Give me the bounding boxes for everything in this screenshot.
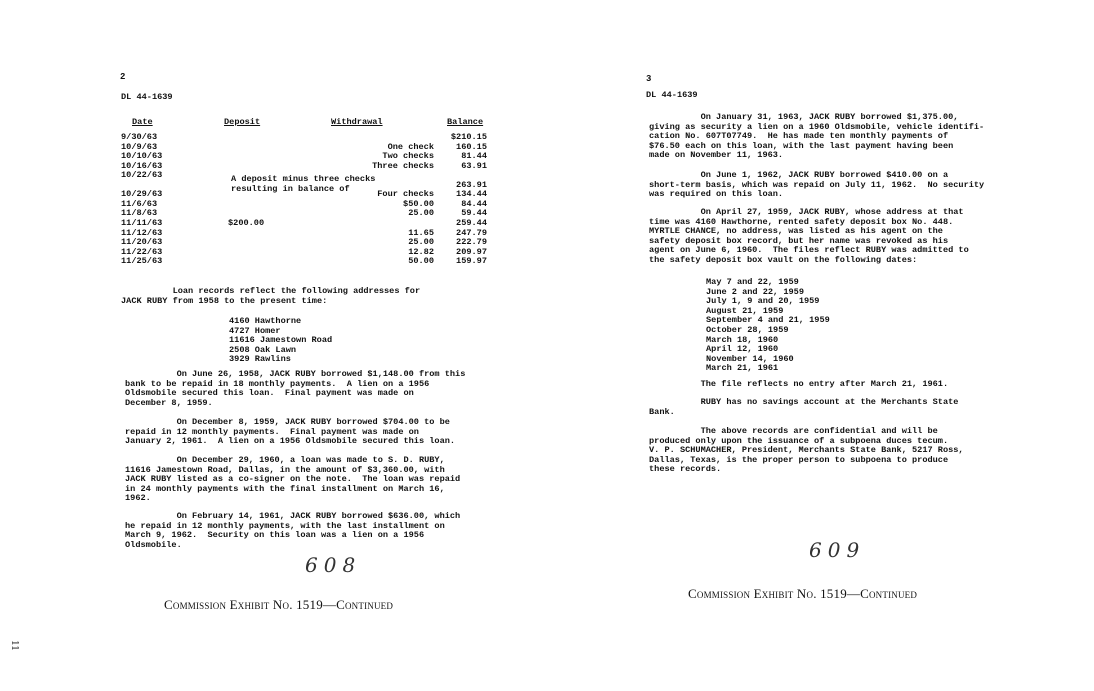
vault-date: March 21, 1961	[706, 363, 779, 374]
cell-balance: 209.97	[456, 246, 487, 257]
no-entry-line: The file reflects no entry after March 21, 1961.	[649, 379, 949, 389]
vault-date: May 7 and 22, 1959	[706, 277, 799, 287]
cell-deposit: $200.00	[228, 217, 265, 228]
vault-date: August 21, 1959	[706, 305, 784, 316]
cell-withdrawal: Three checks	[372, 160, 434, 171]
file-number: DL 44-1639	[646, 90, 698, 100]
cell-date: 11/22/63	[121, 246, 163, 257]
exhibit-caption: Commission Exhibit No. 1519—Continued	[688, 586, 918, 601]
cell-withdrawal: Two checks	[382, 151, 434, 162]
address-list	[229, 317, 332, 365]
vault-date: July 1, 9 and 20, 1959	[706, 296, 820, 307]
exhibit-caption: Commission Exhibit No. 1519—Continued	[164, 597, 394, 612]
cell-balance: 259.44	[456, 217, 487, 228]
cell-date: 10/10/63	[121, 151, 163, 162]
margin-mark: 11	[9, 640, 21, 651]
cell-date: 11/11/63	[121, 217, 163, 228]
cell-date: 11/12/63	[121, 227, 163, 238]
ledger-note-line2: resulting in balance of	[231, 183, 350, 194]
vault-date: June 2 and 22, 1959	[706, 286, 804, 297]
cell-balance: 160.15	[456, 141, 487, 152]
table-row	[0, 257, 500, 267]
cell-balance: 59.44	[461, 208, 487, 219]
vault-date: March 18, 1960	[706, 334, 779, 345]
address-item: 3929 Rawlins	[229, 354, 291, 365]
cell-withdrawal: 50.00	[408, 256, 434, 267]
cell-date: 9/30/63	[121, 132, 158, 142]
address-item: 2508 Oak Lawn	[229, 344, 297, 355]
vault-date: October 28, 1959	[706, 324, 789, 335]
cell-withdrawal: 25.00	[408, 237, 434, 248]
cell-balance: 222.79	[456, 237, 487, 248]
cell-balance: 263.91	[456, 179, 487, 190]
cell-balance: 159.97	[456, 256, 487, 267]
paragraph-loan-1960: On December 29, 1960, a loan was made to S. D. RUBY, 11616 Jamestown Road, Dallas, in the amount of $3,360.00, with JACK RUBY listed as a co-signer on the note. The loan was repaid in 24 monthly payments with the final installment on March 16, 1962.	[125, 455, 461, 504]
cell-date: 10/22/63	[121, 170, 163, 181]
cell-withdrawal: 25.00	[408, 208, 434, 219]
paragraph-loan-1959: On December 8, 1959, JACK RUBY borrowed $704.00 to be repaid in 12 monthly payments. Final payment was made on January 2, 1961. A lien on a 1956 Oldsmobile secured this loan.	[125, 417, 456, 447]
paragraph-safety-deposit: On April 27, 1959, JACK RUBY, whose address at that time was 4160 Hawthorne, rented safety deposit box No. 448. MYRTLE CHANCE, no address, was listed as his agent on the safety deposit box record, but her name was revoked as his agent on June 6, 1960. The files reflect RUBY was admitted to the safety deposit box vault on the following dates:	[649, 207, 969, 265]
page-number: 2	[120, 72, 126, 82]
savings-line: RUBY has no savings account at the Merchants State Bank.	[649, 397, 959, 417]
cell-date: 10/16/63	[121, 160, 163, 171]
cell-balance: 63.91	[461, 160, 487, 171]
paragraph-loan-1962: On June 1, 1962, JACK RUBY borrowed $410.00 on a short-term basis, which was repaid on July 11, 1962. No security was required on this loan.	[649, 170, 985, 200]
vault-dates-list	[706, 278, 830, 374]
cell-withdrawal: 11.65	[408, 227, 434, 238]
cell-date: 11/20/63	[121, 237, 163, 248]
cell-withdrawal: $50.00	[403, 198, 434, 209]
cell-withdrawal: 12.82	[408, 246, 434, 257]
cell-balance: 247.79	[456, 227, 487, 238]
cell-withdrawal: Four checks	[377, 189, 434, 200]
cell-date: 11/25/63	[121, 256, 163, 267]
cell-balance: $210.15	[450, 132, 487, 142]
cell-balance: 84.44	[461, 198, 487, 209]
addresses-intro: Loan records reflect the following addresses for JACK RUBY from 1958 to the present time:	[121, 286, 421, 306]
header-date: Date	[132, 117, 153, 127]
cell-date: 11/6/63	[121, 198, 158, 209]
header-balance: Balance	[447, 117, 484, 127]
handwritten-page-number: 608	[305, 553, 362, 577]
vault-date: September 4 and 21, 1959	[706, 315, 830, 326]
address-item: 11616 Jamestown Road	[229, 335, 333, 346]
cell-withdrawal: One check	[387, 141, 434, 152]
file-number: DL 44-1639	[121, 92, 173, 102]
paragraph-loan-1958: On June 26, 1958, JACK RUBY borrowed $1,148.00 from this bank to be repaid in 18 monthly payments. A lien on a 1956 Oldsmobile secured this loan. Final payment was made on December 8, 1959.	[125, 369, 466, 408]
page-number: 3	[646, 74, 652, 84]
cell-date: 10/29/63	[121, 189, 163, 200]
paragraph-loan-1961: On February 14, 1961, JACK RUBY borrowed $636.00, which he repaid in 12 monthly payments, with the last installment on March 9, 1962. Security on this loan was a lien on a 1956 Oldsmobile.	[125, 511, 461, 550]
cell-date: 11/8/63	[121, 208, 158, 219]
final-paragraph: The above records are confidential and will be produced only upon the issuance of a subpoena duces tecum. V. P. SCHUMACHER, President, Merchants State Bank, 5217 Ross, Dallas, Texas, is the proper person to subpoena to produce these records.	[649, 426, 964, 475]
vault-date: April 12, 1960	[706, 344, 779, 355]
cell-balance: 134.44	[456, 189, 487, 200]
header-deposit: Deposit	[224, 117, 261, 127]
cell-date: 10/9/63	[121, 141, 158, 152]
table-row	[0, 162, 500, 172]
handwritten-page-number: 609	[809, 538, 866, 562]
cell-balance: 81.44	[461, 151, 487, 162]
address-item: 4160 Hawthorne	[229, 316, 302, 326]
vault-date: November 14, 1960	[706, 353, 794, 364]
address-item: 4727 Homer	[229, 325, 281, 336]
right-page	[547, 0, 1094, 691]
header-withdrawal: Withdrawal	[331, 117, 383, 127]
paragraph-loan-1963: On January 31, 1963, JACK RUBY borrowed $1,375.00, giving as security a lien on a 1960 Oldsmobile, vehicle identifi- cation No. 607T07749. He has made ten monthly payments of $76.50 each on this loan, with the last payment having been made on November 11, 1963.	[649, 112, 985, 161]
ledger-note-line1: A deposit minus three checks	[231, 174, 376, 184]
